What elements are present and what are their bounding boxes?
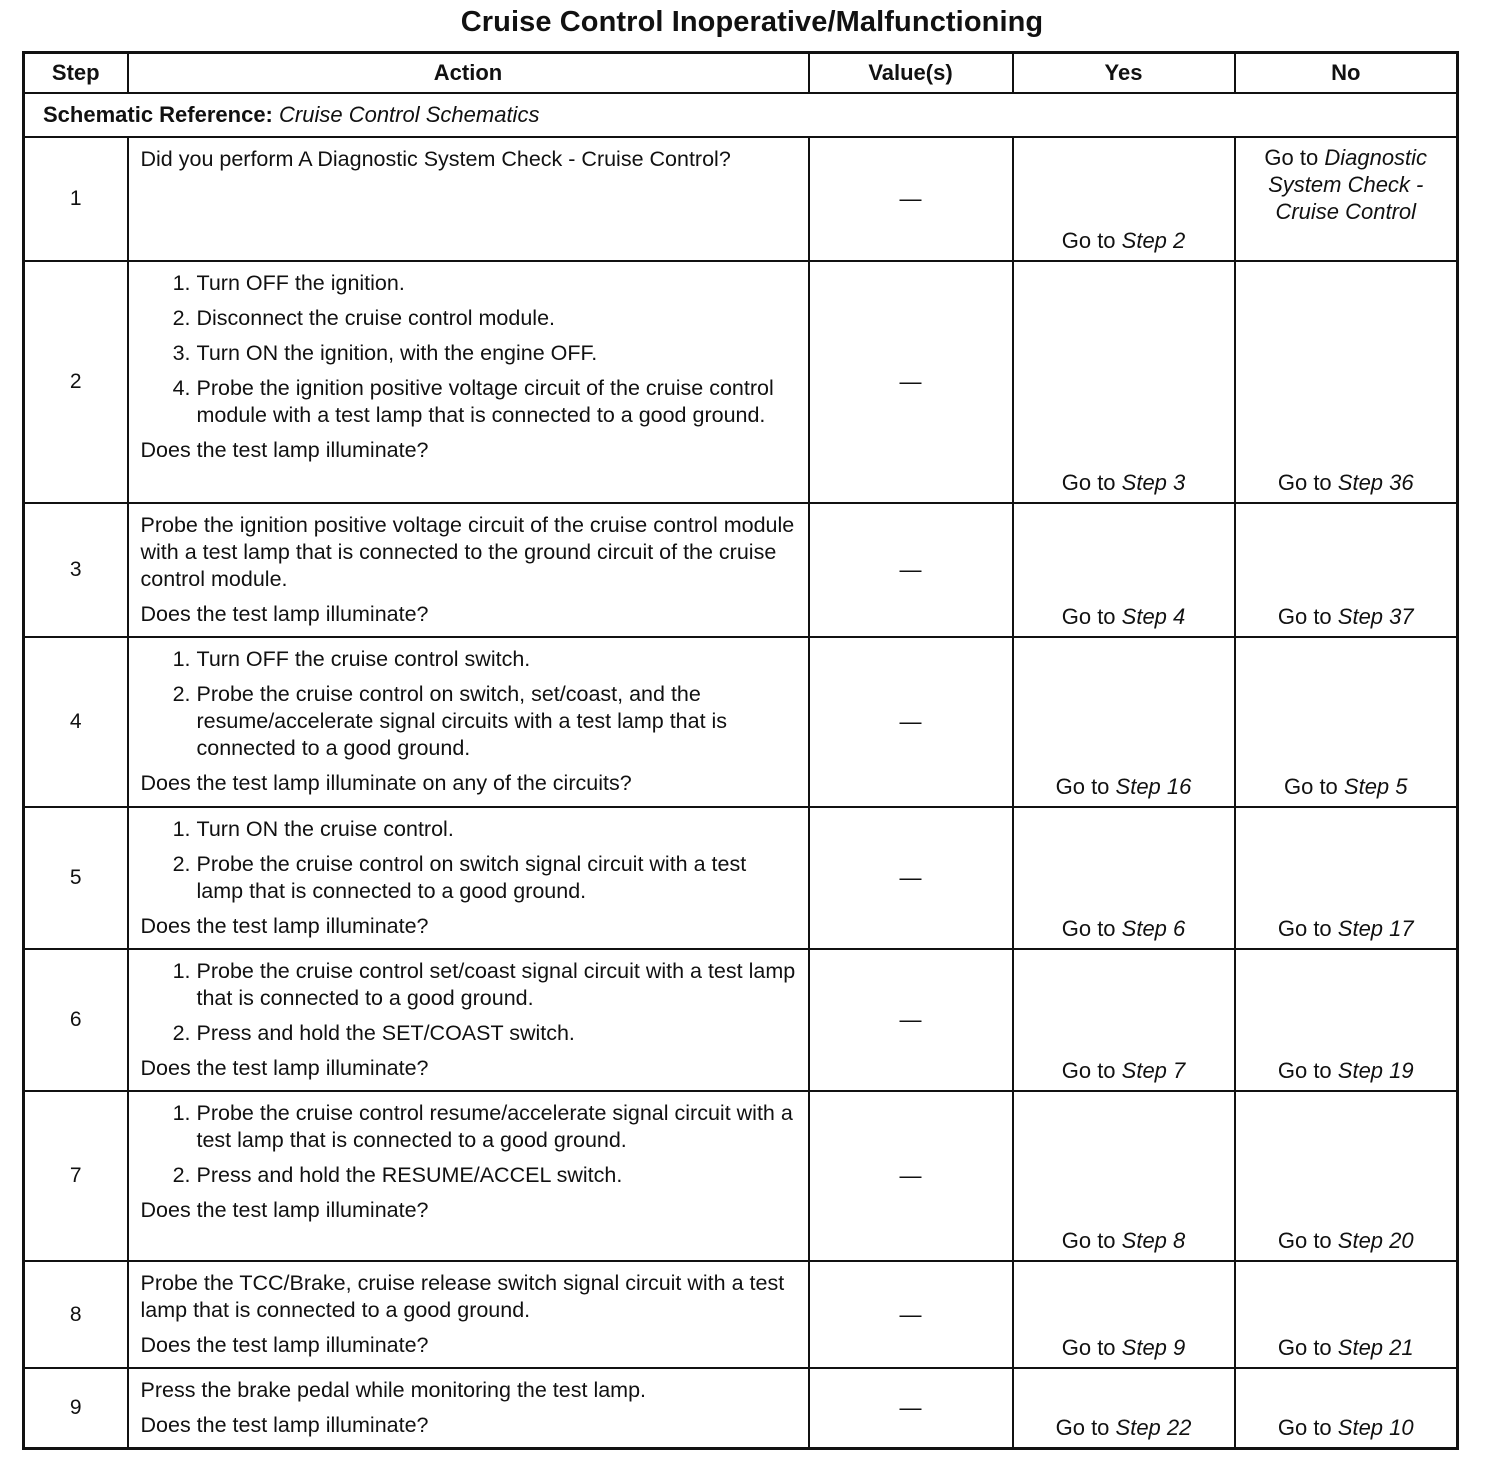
no-prefix: Go to <box>1277 916 1338 941</box>
table-row <box>24 1091 1458 1261</box>
yes-cell <box>1013 949 1235 1091</box>
yes-cell <box>1013 1368 1235 1449</box>
no-cell <box>1235 949 1458 1091</box>
table-row <box>24 949 1458 1091</box>
yes-prefix: Go to <box>1061 916 1122 941</box>
no-prefix: Go to <box>1283 774 1344 799</box>
action-step-item: 3. Turn ON the ignition, with the engine OFF. <box>197 340 798 367</box>
yes-prefix: Go to <box>1055 774 1116 799</box>
action-cell <box>128 137 809 261</box>
yes-prefix: Go to <box>1055 1415 1116 1440</box>
table-row <box>24 503 1458 637</box>
yes-step-link[interactable]: Step 16 <box>1115 774 1192 799</box>
action-step-item: 2. Press and hold the RESUME/ACCEL switch. <box>197 1162 798 1189</box>
no-cell <box>1235 503 1458 637</box>
no-cell <box>1235 807 1458 949</box>
action-question: Does the test lamp illuminate? <box>140 438 429 462</box>
yes-cell <box>1013 637 1235 807</box>
yes-step-link[interactable]: Step 6 <box>1121 916 1186 941</box>
action-cell <box>128 261 809 503</box>
yes-prefix: Go to <box>1061 228 1122 253</box>
action-question: Does the test lamp illuminate? <box>140 914 429 938</box>
action-step-item: 2. Disconnect the cruise control module. <box>197 305 798 332</box>
no-step-link[interactable]: Step 17 <box>1337 916 1414 941</box>
action-cell <box>128 949 809 1091</box>
action-text: Probe the ignition positive voltage circuit of the cruise control module with a test lamp that is connected to the ground circuit of the cruise control module. <box>140 513 795 591</box>
action-steps-list <box>141 270 798 429</box>
action-step-item: 1. Probe the cruise control set/coast signal circuit with a test lamp that is connected to a good ground. <box>197 958 798 1012</box>
no-cell <box>1235 1091 1458 1261</box>
step-number: 1 <box>24 137 128 261</box>
no-prefix: Go to <box>1264 145 1325 170</box>
header-action: Action <box>128 53 809 94</box>
action-steps-list <box>141 646 798 762</box>
step-number: 9 <box>24 1368 128 1449</box>
action-step-item: 2. Probe the cruise control on switch signal circuit with a test lamp that is connected to a good ground. <box>197 851 798 905</box>
no-cell <box>1235 1261 1458 1368</box>
action-steps-list <box>141 1100 798 1189</box>
action-steps-list <box>141 816 798 905</box>
action-step-item: 4. Probe the ignition positive voltage circuit of the cruise control module with a test lamp that is connected to a good ground. <box>197 375 798 429</box>
document-title: Cruise Control Inoperative/Malfunctioning <box>460 6 1044 38</box>
step-number: 5 <box>24 807 128 949</box>
yes-step-link[interactable]: Step 2 <box>1121 228 1186 253</box>
step-number: 7 <box>24 1091 128 1261</box>
action-question: Does the test lamp illuminate? <box>140 1413 429 1437</box>
yes-step-link[interactable]: Step 22 <box>1115 1415 1192 1440</box>
no-step-link[interactable]: Step 5 <box>1343 774 1408 799</box>
no-step-link[interactable]: Step 19 <box>1337 1058 1414 1083</box>
schematic-reference <box>24 93 1458 137</box>
yes-step-link[interactable]: Step 7 <box>1121 1058 1186 1083</box>
yes-cell <box>1013 1091 1235 1261</box>
action-step-item: 1. Turn OFF the cruise control switch. <box>197 646 798 673</box>
table-row <box>24 637 1458 807</box>
action-step-item: 2. Probe the cruise control on switch, set/coast, and the resume/accelerate signal circuits with a test lamp that is connected to a good ground. <box>197 681 798 762</box>
action-text: Press the brake pedal while monitoring the test lamp. <box>140 1378 647 1402</box>
value-cell: — <box>809 807 1013 949</box>
yes-cell <box>1013 261 1235 503</box>
action-text: Did you perform A Diagnostic System Check - Cruise Control? <box>140 147 731 171</box>
no-step-link[interactable]: Step 37 <box>1337 604 1414 629</box>
action-cell <box>128 1368 809 1449</box>
yes-cell <box>1013 807 1235 949</box>
yes-step-link[interactable]: Step 9 <box>1121 1335 1186 1360</box>
no-prefix: Go to <box>1277 604 1338 629</box>
no-step-link[interactable]: Step 36 <box>1337 470 1414 495</box>
no-prefix: Go to <box>1277 1335 1338 1360</box>
yes-step-link[interactable]: Step 8 <box>1121 1228 1186 1253</box>
value-cell: — <box>809 503 1013 637</box>
diagnostic-table <box>22 51 1459 1450</box>
yes-step-link[interactable]: Step 4 <box>1121 604 1186 629</box>
step-number: 8 <box>24 1261 128 1368</box>
header-values: Value(s) <box>809 53 1013 94</box>
yes-step-link[interactable]: Step 3 <box>1121 470 1186 495</box>
step-number: 2 <box>24 261 128 503</box>
schematic-label: Schematic Reference: <box>43 102 273 127</box>
action-question: Does the test lamp illuminate on any of the circuits? <box>140 771 632 795</box>
action-step-item: 1. Turn OFF the ignition. <box>197 270 798 297</box>
no-prefix: Go to <box>1277 1058 1338 1083</box>
yes-prefix: Go to <box>1061 604 1122 629</box>
step-number: 3 <box>24 503 128 637</box>
value-cell: — <box>809 1091 1013 1261</box>
action-question: Does the test lamp illuminate? <box>140 602 429 626</box>
no-prefix: Go to <box>1277 1415 1338 1440</box>
action-step-item: 1. Turn ON the cruise control. <box>197 816 798 843</box>
yes-prefix: Go to <box>1061 470 1122 495</box>
value-cell: — <box>809 949 1013 1091</box>
yes-prefix: Go to <box>1061 1335 1122 1360</box>
no-prefix: Go to <box>1277 470 1338 495</box>
yes-cell <box>1013 137 1235 261</box>
action-cell <box>128 637 809 807</box>
action-steps-list <box>141 958 798 1047</box>
no-cell <box>1235 137 1458 261</box>
value-cell: — <box>809 637 1013 807</box>
action-question: Does the test lamp illuminate? <box>140 1333 429 1357</box>
table-row <box>24 1261 1458 1368</box>
step-number: 6 <box>24 949 128 1091</box>
action-cell <box>128 807 809 949</box>
yes-prefix: Go to <box>1061 1228 1122 1253</box>
action-cell <box>128 503 809 637</box>
yes-cell <box>1013 1261 1235 1368</box>
yes-cell <box>1013 503 1235 637</box>
table-row <box>24 1368 1458 1449</box>
action-question: Does the test lamp illuminate? <box>140 1198 429 1222</box>
no-cell <box>1235 261 1458 503</box>
header-row <box>24 53 1458 94</box>
action-cell <box>128 1261 809 1368</box>
no-step-link[interactable]: Step 21 <box>1337 1335 1414 1360</box>
action-step-item: 2. Press and hold the SET/COAST switch. <box>197 1020 798 1047</box>
header-yes: Yes <box>1013 53 1235 94</box>
table-row <box>24 261 1458 503</box>
no-cell <box>1235 637 1458 807</box>
table-row <box>24 807 1458 949</box>
no-step-link[interactable]: Step 10 <box>1337 1415 1414 1440</box>
no-step-link[interactable]: Diagnostic System Check - Cruise Control <box>1268 145 1428 224</box>
no-step-link[interactable]: Step 20 <box>1337 1228 1414 1253</box>
schematic-reference-row <box>24 93 1458 137</box>
value-cell: — <box>809 137 1013 261</box>
action-text: Probe the TCC/Brake, cruise release switch signal circuit with a test lamp that is connected to a good ground. <box>140 1271 785 1322</box>
table-row <box>24 137 1458 261</box>
no-prefix: Go to <box>1277 1228 1338 1253</box>
yes-prefix: Go to <box>1061 1058 1122 1083</box>
step-number: 4 <box>24 637 128 807</box>
header-no: No <box>1235 53 1458 94</box>
header-step: Step <box>24 53 128 94</box>
value-cell: — <box>809 261 1013 503</box>
no-cell <box>1235 1368 1458 1449</box>
action-cell <box>128 1091 809 1261</box>
schematic-link[interactable]: Cruise Control Schematics <box>279 102 540 127</box>
value-cell: — <box>809 1261 1013 1368</box>
value-cell: — <box>809 1368 1013 1449</box>
action-step-item: 1. Probe the cruise control resume/accelerate signal circuit with a test lamp that is connected to a good ground. <box>197 1100 798 1154</box>
action-question: Does the test lamp illuminate? <box>140 1056 429 1080</box>
